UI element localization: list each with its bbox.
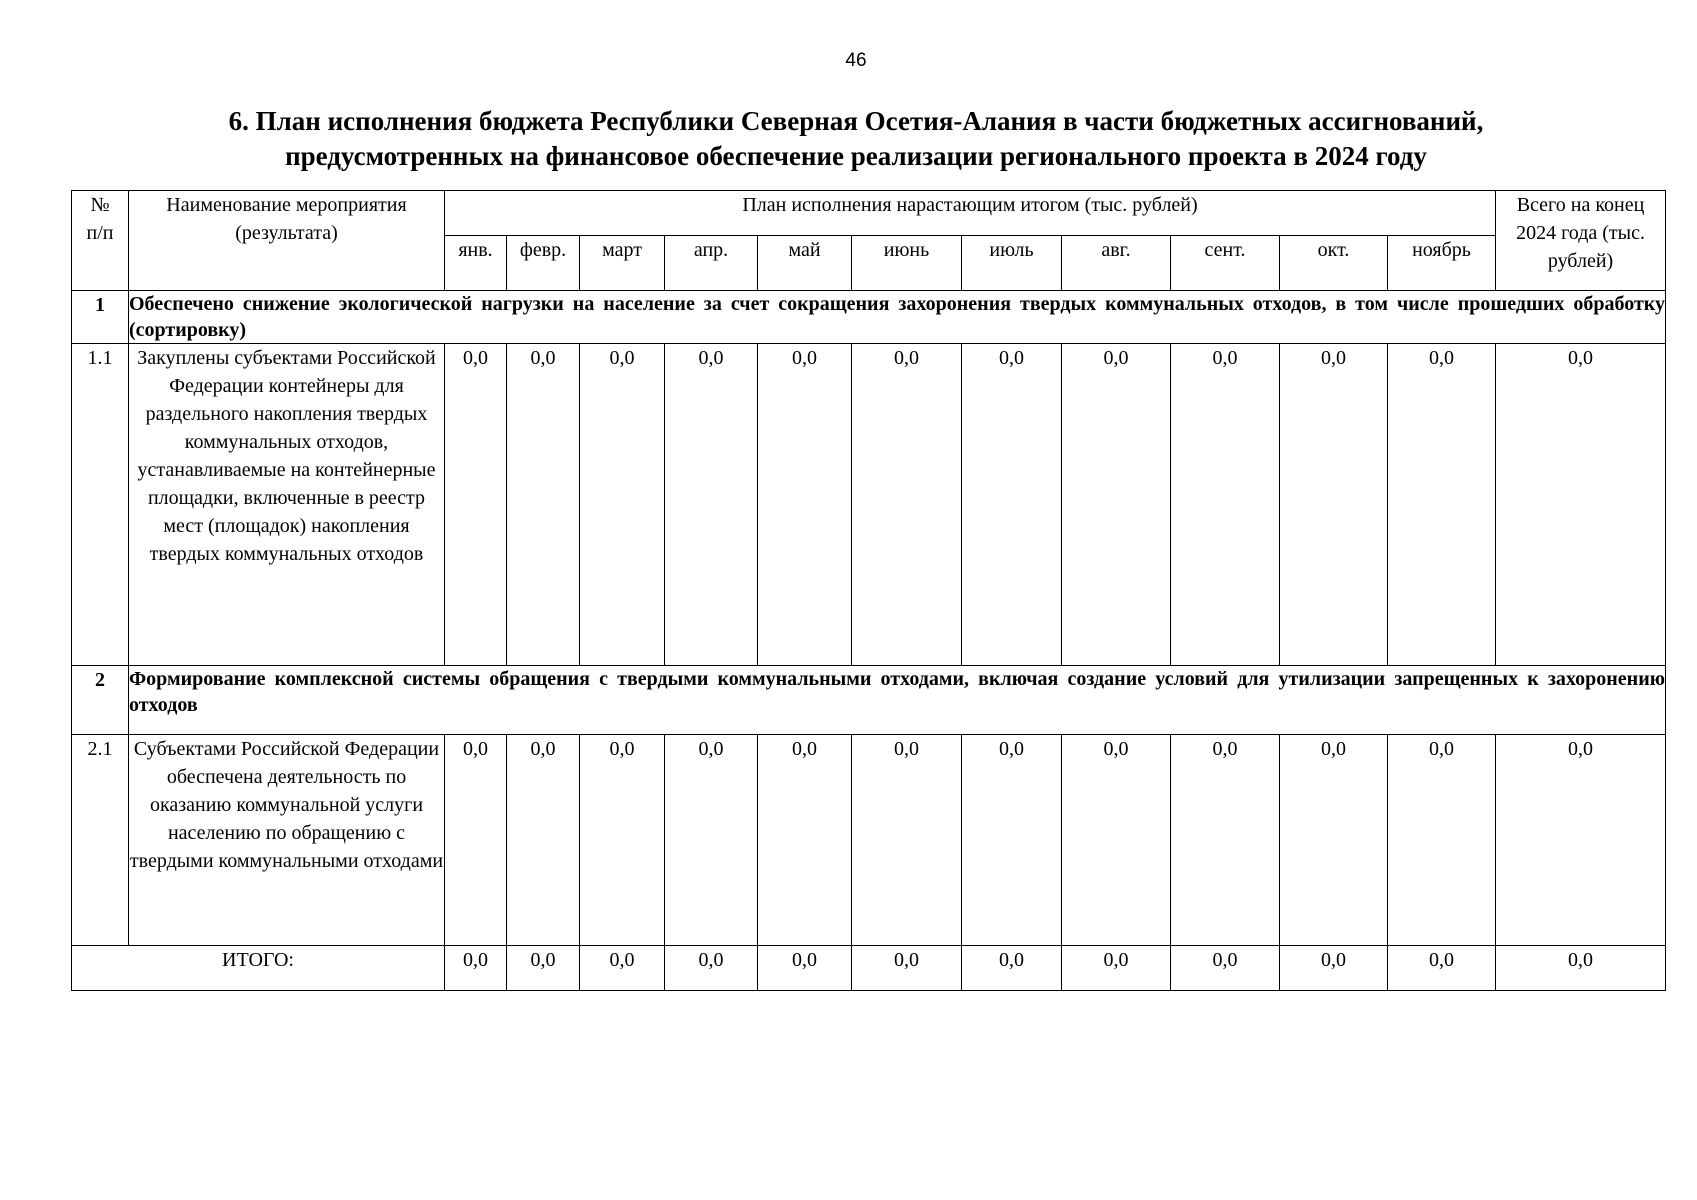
- section-title: Обеспечено снижение экологической нагрузки на население за счет сокращения захоронения твердых коммунальных отходов, в том числе прошедших обработку (сортировку): [129, 291, 1666, 344]
- totals-value: 0,0: [962, 946, 1062, 991]
- header-month: сент.: [1171, 236, 1280, 291]
- section-row: [72, 291, 1666, 344]
- month-value: 0,0: [1171, 735, 1280, 946]
- title-line-2: предусмотренных на финансовое обеспечение реализации регионального проекта в 2024 году: [285, 141, 1427, 171]
- month-value: 0,0: [962, 735, 1062, 946]
- totals-row: [72, 946, 1666, 991]
- totals-value: 0,0: [665, 946, 758, 991]
- header-month: май: [758, 236, 852, 291]
- header-name: Наименование мероприятия (результата): [129, 191, 445, 291]
- totals-value: 0,0: [580, 946, 665, 991]
- totals-label: ИТОГО:: [72, 946, 445, 991]
- row-number: 2.1: [72, 735, 129, 946]
- title-line-1: 6. План исполнения бюджета Республики Северная Осетия-Алания в части бюджетных ассигнований,: [228, 106, 1484, 136]
- month-value: 0,0: [1171, 344, 1280, 666]
- header-month: авг.: [1062, 236, 1171, 291]
- totals-value: 0,0: [1388, 946, 1496, 991]
- header-month: март: [580, 236, 665, 291]
- month-value: 0,0: [758, 344, 852, 666]
- totals-value: 0,0: [758, 946, 852, 991]
- table-row: [72, 735, 1666, 946]
- month-value: 0,0: [665, 735, 758, 946]
- month-value: 0,0: [1062, 735, 1171, 946]
- table-row: [72, 344, 1666, 666]
- header-plan: План исполнения нарастающим итогом (тыс. рублей): [445, 191, 1496, 236]
- section-number: 1: [72, 291, 129, 344]
- page-number: 46: [845, 50, 867, 71]
- header-month: апр.: [665, 236, 758, 291]
- month-value: 0,0: [580, 344, 665, 666]
- totals-value: 0,0: [852, 946, 962, 991]
- totals-value: 0,0: [1062, 946, 1171, 991]
- section-number: 2: [72, 666, 129, 735]
- header-month: июль: [962, 236, 1062, 291]
- header-num: № п/п: [72, 191, 129, 291]
- row-name: Закуплены субъектами Российской Федерации контейнеры для раздельного накопления твердых коммунальных отходов, устанавливаемые на контейнерные площадки, включенные в реестр мест (площадок) накопления твердых коммунальных отходов: [129, 344, 445, 666]
- month-value: 0,0: [758, 735, 852, 946]
- month-value: 0,0: [852, 344, 962, 666]
- month-value: 0,0: [445, 344, 507, 666]
- totals-value: 0,0: [507, 946, 580, 991]
- totals-value: 0,0: [1171, 946, 1280, 991]
- header-month: ноябрь: [1388, 236, 1496, 291]
- budget-table: [71, 190, 1666, 991]
- month-value: 0,0: [852, 735, 962, 946]
- totals-value: 0,0: [445, 946, 507, 991]
- section-row: [72, 666, 1666, 735]
- page-title: [60, 104, 1652, 174]
- header-month: июнь: [852, 236, 962, 291]
- header-month: янв.: [445, 236, 507, 291]
- header-month: окт.: [1280, 236, 1388, 291]
- row-total: 0,0: [1496, 735, 1666, 946]
- month-value: 0,0: [507, 735, 580, 946]
- totals-value: 0,0: [1280, 946, 1388, 991]
- row-number: 1.1: [72, 344, 129, 666]
- month-value: 0,0: [1280, 344, 1388, 666]
- section-title: Формирование комплексной системы обращения с твердыми коммунальными отходами, включая создание условий для утилизации запрещенных к захоронению отходов: [129, 666, 1666, 735]
- month-value: 0,0: [1388, 344, 1496, 666]
- month-value: 0,0: [1062, 344, 1171, 666]
- month-value: 0,0: [507, 344, 580, 666]
- month-value: 0,0: [445, 735, 507, 946]
- month-value: 0,0: [580, 735, 665, 946]
- month-value: 0,0: [1388, 735, 1496, 946]
- grand-total: 0,0: [1496, 946, 1666, 991]
- header-month: февр.: [507, 236, 580, 291]
- row-name: Субъектами Российской Федерации обеспечена деятельность по оказанию коммунальной услуги населению по обращению с твердыми коммунальными отходами: [129, 735, 445, 946]
- row-total: 0,0: [1496, 344, 1666, 666]
- month-value: 0,0: [1280, 735, 1388, 946]
- month-value: 0,0: [665, 344, 758, 666]
- month-value: 0,0: [962, 344, 1062, 666]
- header-total: Всего на конец 2024 года (тыс. рублей): [1496, 191, 1666, 291]
